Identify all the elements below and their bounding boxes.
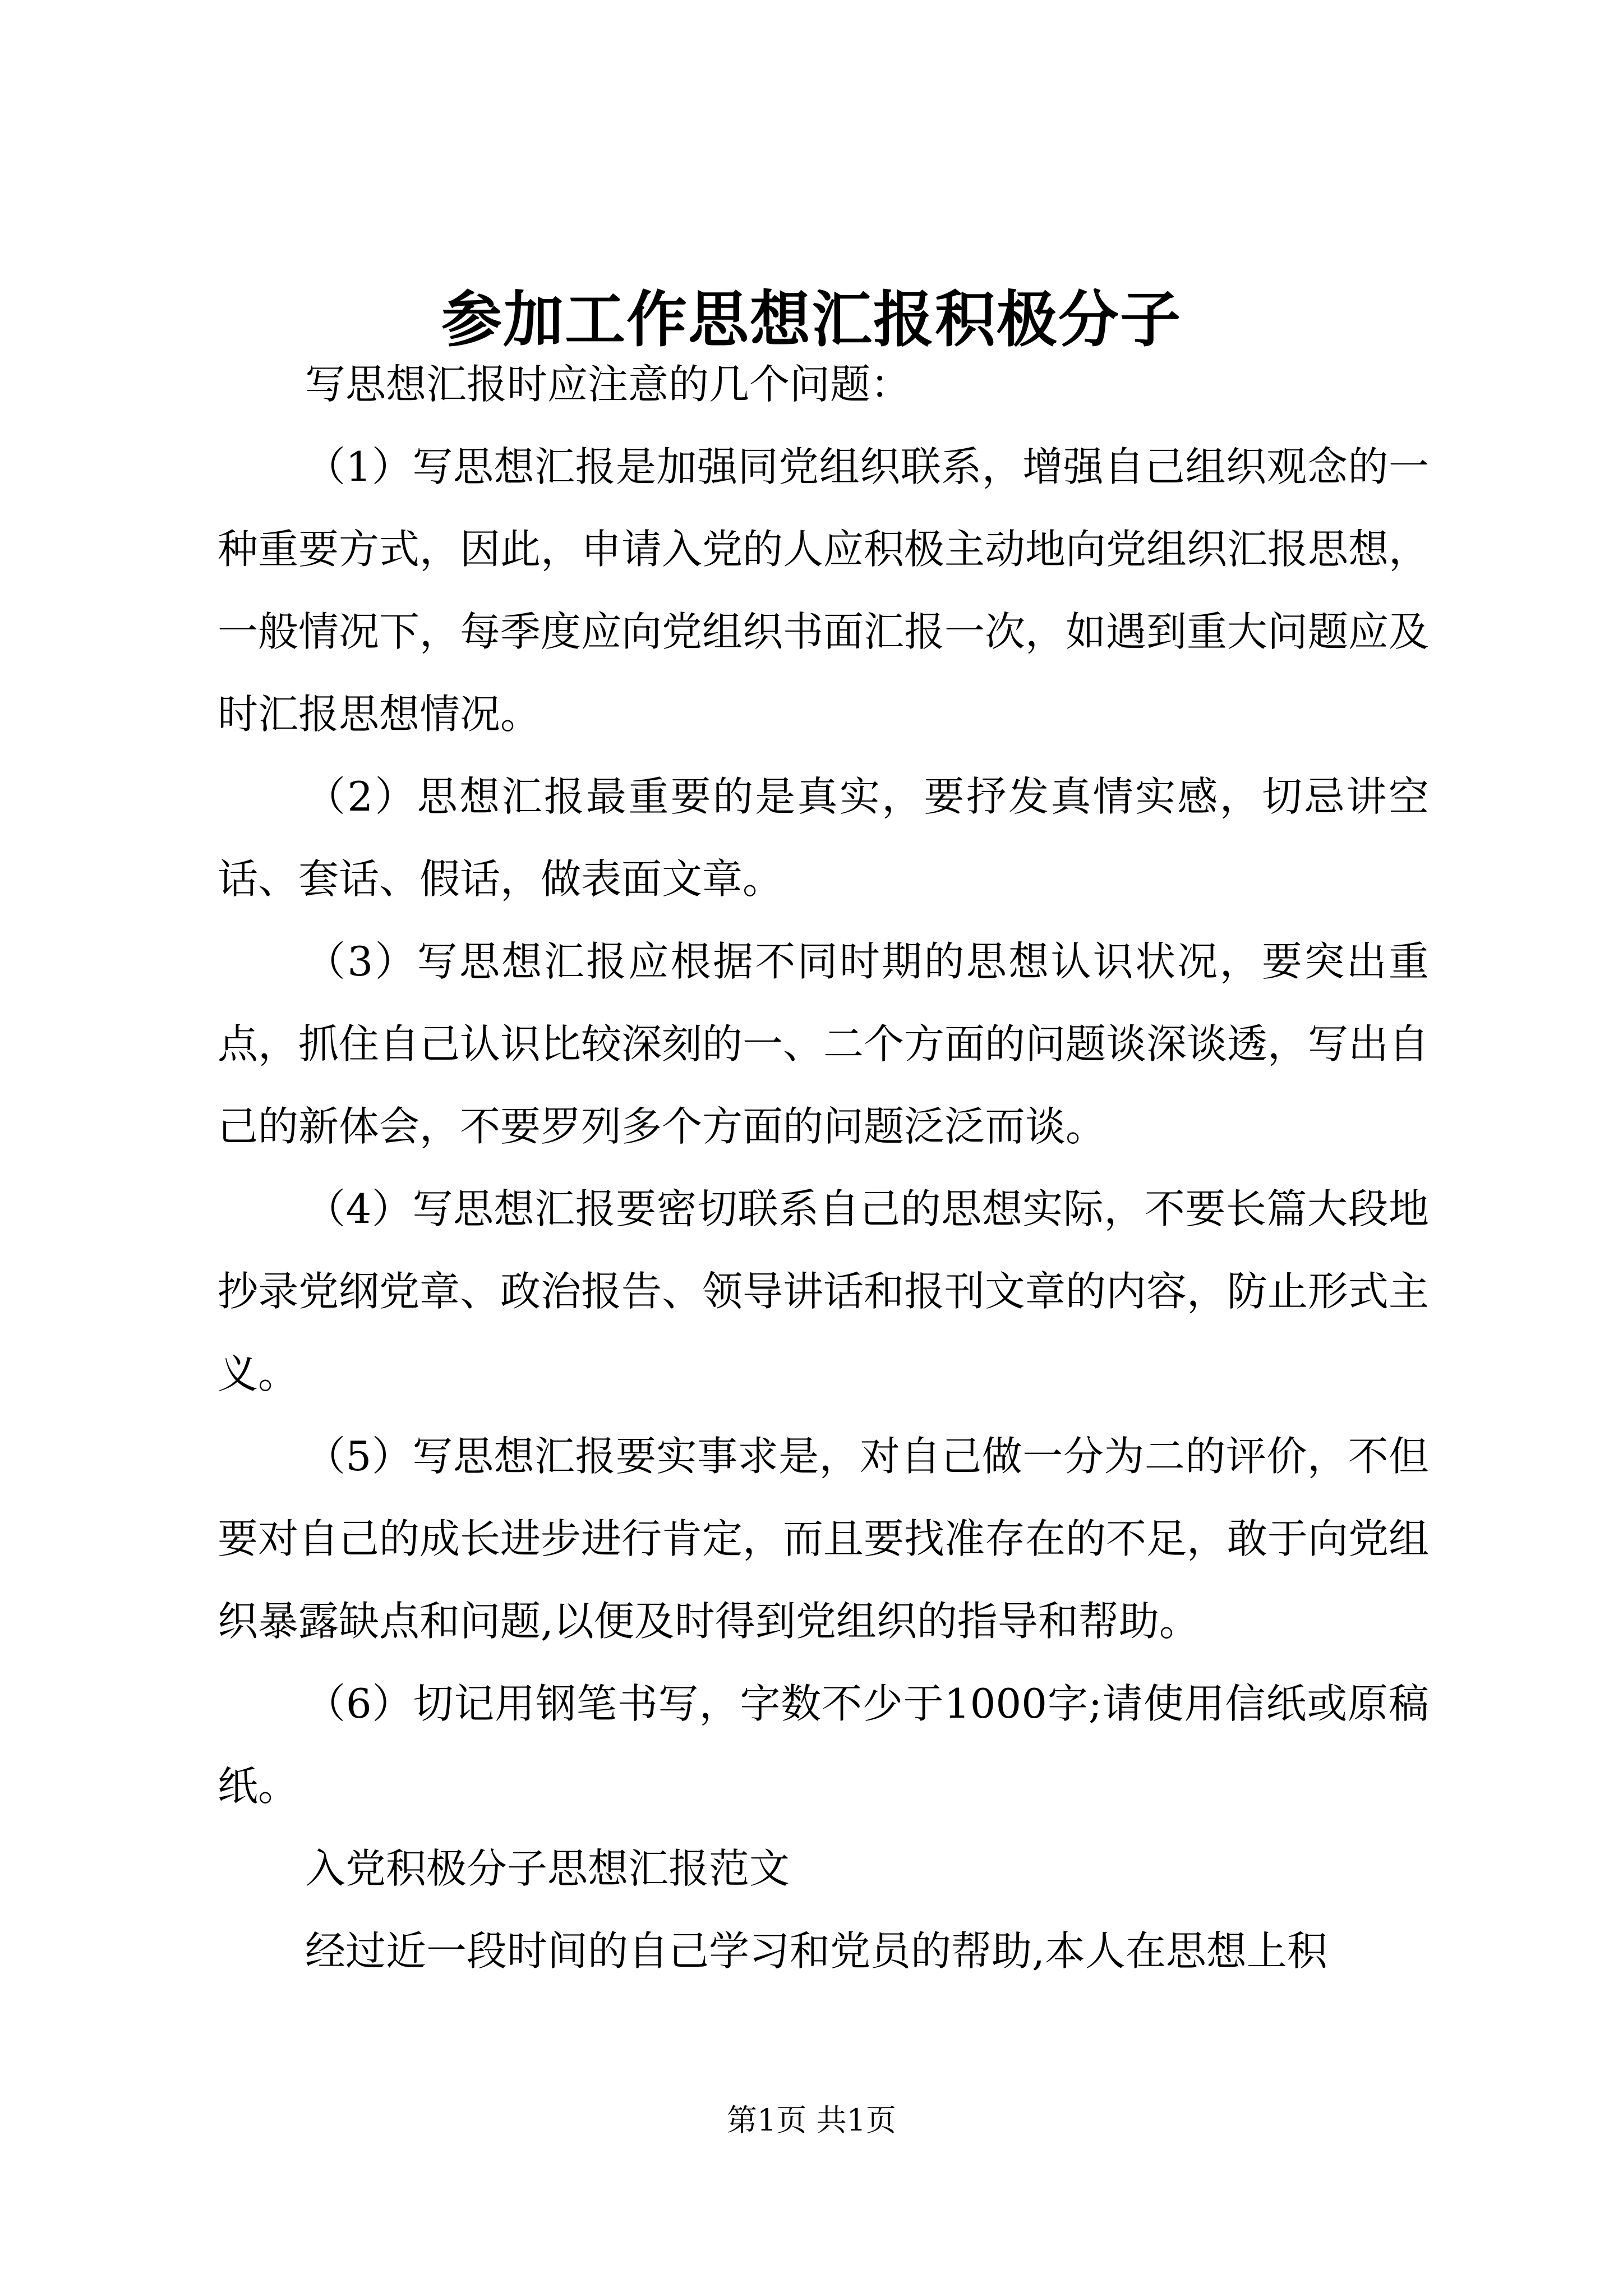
document-title: 参加工作思想汇报积极分子 xyxy=(441,284,1182,355)
paragraph-item-6: （6）切记用钢笔书写，字数不少于1000字;请使用信纸或原稿纸。 xyxy=(218,1680,1429,1810)
page-footer: 第1页 共1页 xyxy=(727,2102,896,2138)
paragraph-sample-start: 经过近一段时间的自己学习和党员的帮助,本人在思想上积 xyxy=(305,1927,1327,1975)
paragraph-item-1: （1）写思想汇报是加强同党组织联系，增强自己组织观念的一种重要方式，因此，申请入党的人应积极主动地向党组织汇报思想，一般情况下，每季度应向党组织书面汇报一次，如遇到重大问题应及时汇报思想情况。 xyxy=(218,443,1430,738)
section-heading: 入党积极分子思想汇报范文 xyxy=(305,1845,790,1892)
paragraph-intro: 写思想汇报时应注意的几个问题： xyxy=(305,361,911,408)
paragraph-item-2: （2）思想汇报最重要的是真实，要抒发真情实感，切忌讲空话、套话、假话，做表面文章。 xyxy=(218,773,1429,903)
paragraph-item-3: （3）写思想汇报应根据不同时期的思想认识状况，要突出重点，抓住自己认识比较深刻的一、二个方面的问题谈深谈透，写出自己的新体会，不要罗列多个方面的问题泛泛而谈。 xyxy=(218,938,1430,1150)
document-body xyxy=(218,343,1429,1993)
paragraph-item-4: （4）写思想汇报要密切联系自己的思想实际，不要长篇大段地抄录党纲党章、政治报告、领导讲话和报刊文章的内容，防止形式主义。 xyxy=(218,1185,1430,1397)
paragraph-item-5: （5）写思想汇报要实事求是，对自己做一分为二的评价，不但要对自己的成长进步进行肯定，而且要找准存在的不足，敢于向党组织暴露缺点和问题,以便及时得到党组织的指导和帮助。 xyxy=(218,1433,1430,1645)
